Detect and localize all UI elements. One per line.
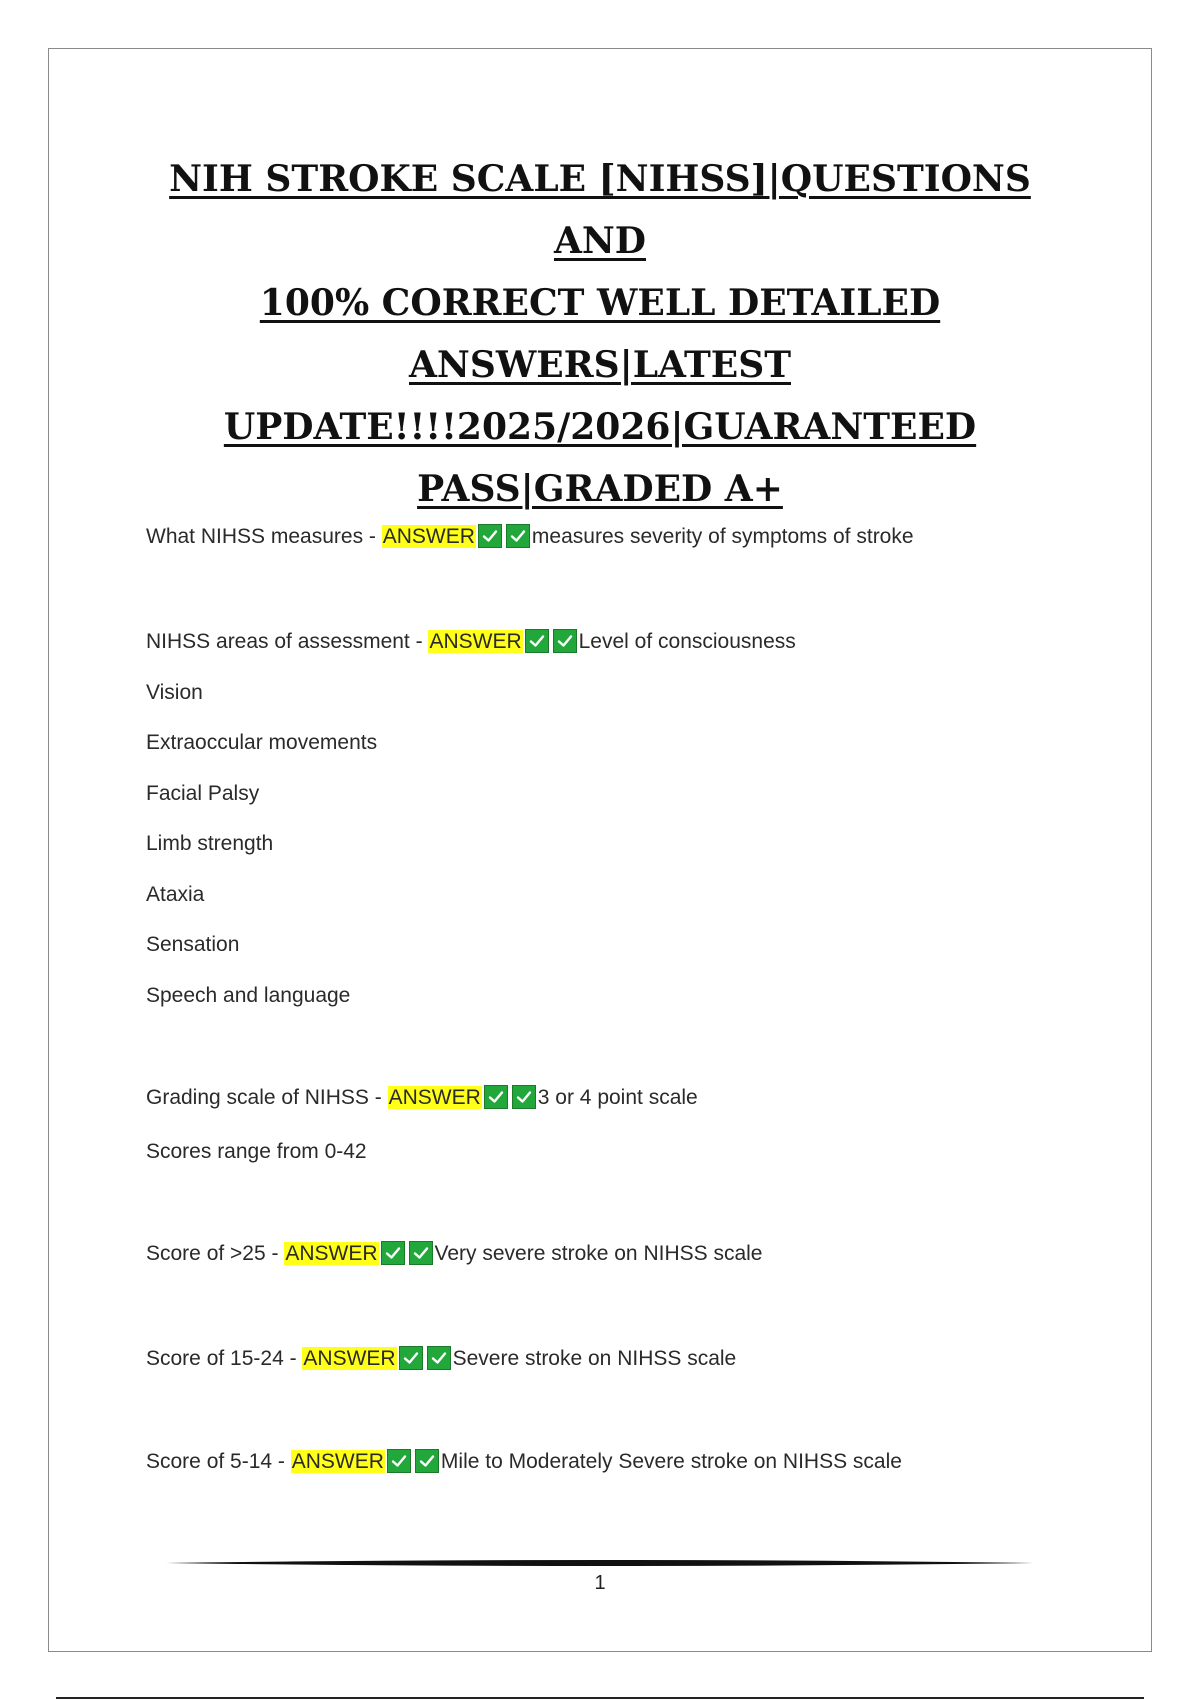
title-line: UPDATE!!!!2025/2026|GUARANTEED	[223, 406, 977, 448]
footer-divider	[166, 1558, 1034, 1568]
check-mark-icon	[387, 1449, 411, 1473]
answer-continuation-line: Limb strength	[146, 832, 274, 855]
answer-label: ANSWER	[429, 630, 522, 653]
check-mark-icon	[399, 1346, 423, 1370]
check-mark-icon	[415, 1449, 439, 1473]
check-mark-icon	[525, 629, 549, 653]
answer-text: Level of consciousness	[578, 630, 796, 653]
answer-label: ANSWER	[382, 525, 475, 548]
answer-continuation-line: Sensation	[146, 933, 240, 956]
answer-text: measures severity of symptoms of stroke	[531, 525, 914, 548]
answer-label: ANSWER	[388, 1086, 481, 1109]
answer-text: Mile to Moderately Severe stroke on NIHSS scale	[440, 1450, 902, 1473]
answer-label: ANSWER	[285, 1242, 378, 1265]
answer-continuation-line: Extraoccular movements	[146, 731, 378, 754]
check-mark-icon	[512, 1085, 536, 1109]
qa-item-score-over-25	[146, 1241, 763, 1267]
question-text: What NIHSS measures -	[146, 525, 382, 548]
qa-item-score-5-14	[146, 1449, 902, 1475]
document-title	[150, 148, 1050, 520]
question-text: Grading scale of NIHSS -	[146, 1086, 388, 1109]
qa-item-score-15-24	[146, 1346, 736, 1372]
page-bottom-divider	[56, 1697, 1144, 1699]
qa-item-grading-scale	[146, 1085, 698, 1111]
check-mark-icon	[484, 1085, 508, 1109]
check-mark-icon	[427, 1346, 451, 1370]
answer-label: ANSWER	[303, 1347, 396, 1370]
answer-label: ANSWER	[291, 1450, 384, 1473]
check-mark-icon	[409, 1241, 433, 1265]
page-number: 1	[594, 1572, 606, 1594]
qa-item-areas-of-assessment	[146, 629, 796, 655]
answer-text: Very severe stroke on NIHSS scale	[434, 1242, 763, 1265]
answer-continuation-line: Speech and language	[146, 984, 351, 1007]
question-text: NIHSS areas of assessment -	[146, 630, 429, 653]
check-mark-icon	[381, 1241, 405, 1265]
title-line: NIH STROKE SCALE [NIHSS]|QUESTIONS AND	[169, 158, 1031, 262]
check-mark-icon	[553, 629, 577, 653]
title-line: 100% CORRECT WELL DETAILED	[259, 282, 941, 324]
answer-continuation-line: Scores range from 0-42	[146, 1140, 367, 1163]
question-text: Score of 5-14 -	[146, 1450, 291, 1473]
check-mark-icon	[506, 524, 530, 548]
title-line: PASS|GRADED A+	[417, 468, 783, 510]
qa-item-what-nihss-measures	[146, 524, 914, 550]
answer-continuation-line: Ataxia	[146, 883, 205, 906]
question-text: Score of >25 -	[146, 1242, 285, 1265]
check-mark-icon	[478, 524, 502, 548]
title-line: ANSWERS|LATEST	[408, 344, 791, 386]
question-text: Score of 15-24 -	[146, 1347, 303, 1370]
answer-continuation-line: Facial Palsy	[146, 782, 260, 805]
answer-text: Severe stroke on NIHSS scale	[452, 1347, 737, 1370]
answer-text: 3 or 4 point scale	[537, 1086, 698, 1109]
answer-continuation-line: Vision	[146, 681, 203, 704]
